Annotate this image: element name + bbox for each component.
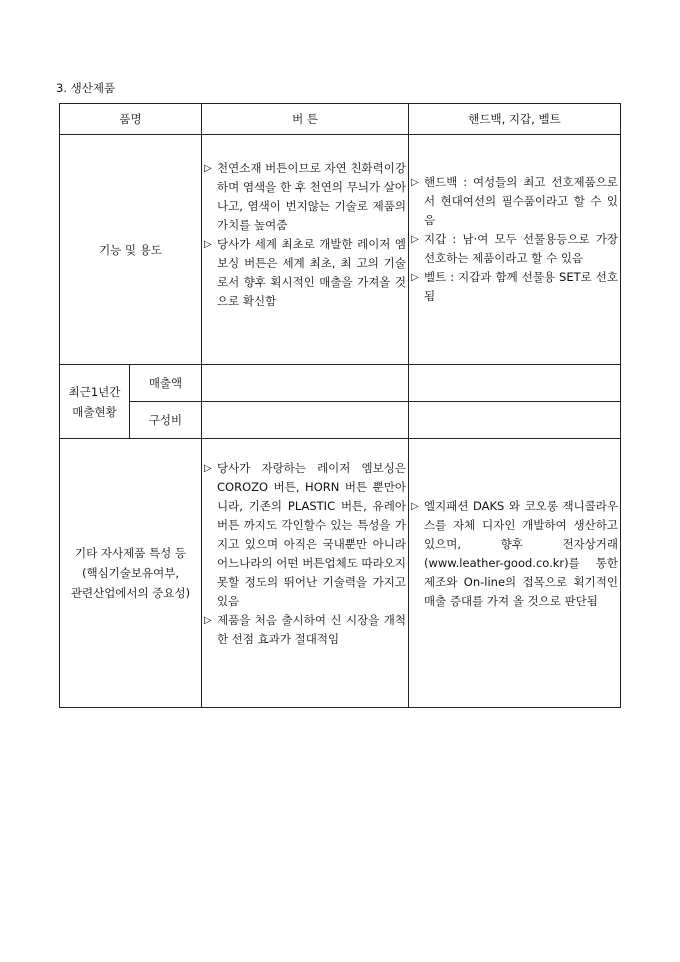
other-goods-cell [409, 439, 621, 708]
row-other [60, 439, 621, 708]
list-item: ▷ 지갑 : 남·여 모두 선물용등으로 가장 선호하는 제품이라고 할 수 있음 [411, 232, 618, 265]
bullet-icon: ▷ [204, 163, 212, 174]
header-product-name: 품명 [60, 104, 202, 135]
label-other: 기타 자사제품 특성 등 (핵심기술보유여부, 관련산업에서의 중요성) [60, 439, 202, 708]
list-item: ▷ 천연소재 버튼이므로 자연 친화력이강하며 염색을 한 후 천연의 무늬가 살아나고, 염색이 번지않는 기술로 제품의 가치를 높여줌 [204, 161, 406, 232]
label-sales-ratio: 구성비 [130, 402, 202, 439]
other-buttons-cell [202, 439, 409, 708]
label-sales-status: 최근1년간 매출현황 [60, 365, 130, 439]
row-function [60, 135, 621, 365]
label-sales-amount: 매출액 [130, 365, 202, 402]
list-item: ▷ 당사가 자랑하는 레이저 엠보싱은 COROZO 버튼, HORN 버튼 뿐만아니라, 기존의 PLASTIC 버튼, 유레아 버튼 까지도 각인할수 있는 특성을 가지고 있으며 아직은 국내뿐만 아니라 어느나라의 어떤 버튼업체도 따라오지 못할 정도의 뛰어난 기술력을 가지고 있음 [204, 461, 406, 608]
bullet-icon: ▷ [204, 239, 212, 250]
sales-amount-goods [409, 365, 621, 402]
list-item: ▷ 벨트 : 지갑과 함께 선물용 SET로 선호됨 [411, 270, 618, 303]
row-sales-amount [60, 365, 621, 402]
sales-amount-buttons [202, 365, 409, 402]
bullet-icon: ▷ [204, 463, 212, 474]
sales-ratio-buttons [202, 402, 409, 439]
list-item: ▷ 핸드백 : 여성들의 최고 선호제품으로서 현대여선의 필수품이라고 할 수 있음 [411, 175, 618, 227]
bullet-icon: ▷ [411, 234, 419, 245]
function-goods-cell [409, 135, 621, 365]
list-item: ▷ 엘지패션 DAKS 와 코오롱 잭니콜라우스를 자체 디자인 개발하여 생산하고 있으며, 향후 전자상거래(www.leather-good.co.kr)를 통한 제조와 On-line의 접목으로 획기적인 매출 증대를 가져 올 것으로 판단됨 [411, 499, 618, 608]
label-function: 기능 및 용도 [60, 135, 202, 365]
section-title: 3. 생산제품 [56, 81, 116, 95]
bullet-icon: ▷ [204, 615, 212, 626]
function-buttons-cell [202, 135, 409, 365]
list-item: ▷ 제품을 처음 출시하여 신 시장을 개척한 선점 효과가 절대적임 [204, 613, 406, 646]
list-item: ▷ 당사가 세계 최초로 개발한 레이저 엠보싱 버튼은 세계 최초, 최 고의 기술로서 향후 획시적인 매출을 가져올 것으로 확신함 [204, 237, 406, 308]
bullet-icon: ▷ [411, 272, 419, 283]
sales-ratio-goods [409, 402, 621, 439]
row-sales-ratio [60, 402, 621, 439]
product-table [59, 103, 621, 708]
bullet-icon: ▷ [411, 177, 419, 188]
header-buttons: 버 튼 [202, 104, 409, 135]
bullet-icon: ▷ [411, 501, 419, 512]
table-header-row [60, 104, 621, 135]
header-goods: 핸드백, 지갑, 벨트 [409, 104, 621, 135]
